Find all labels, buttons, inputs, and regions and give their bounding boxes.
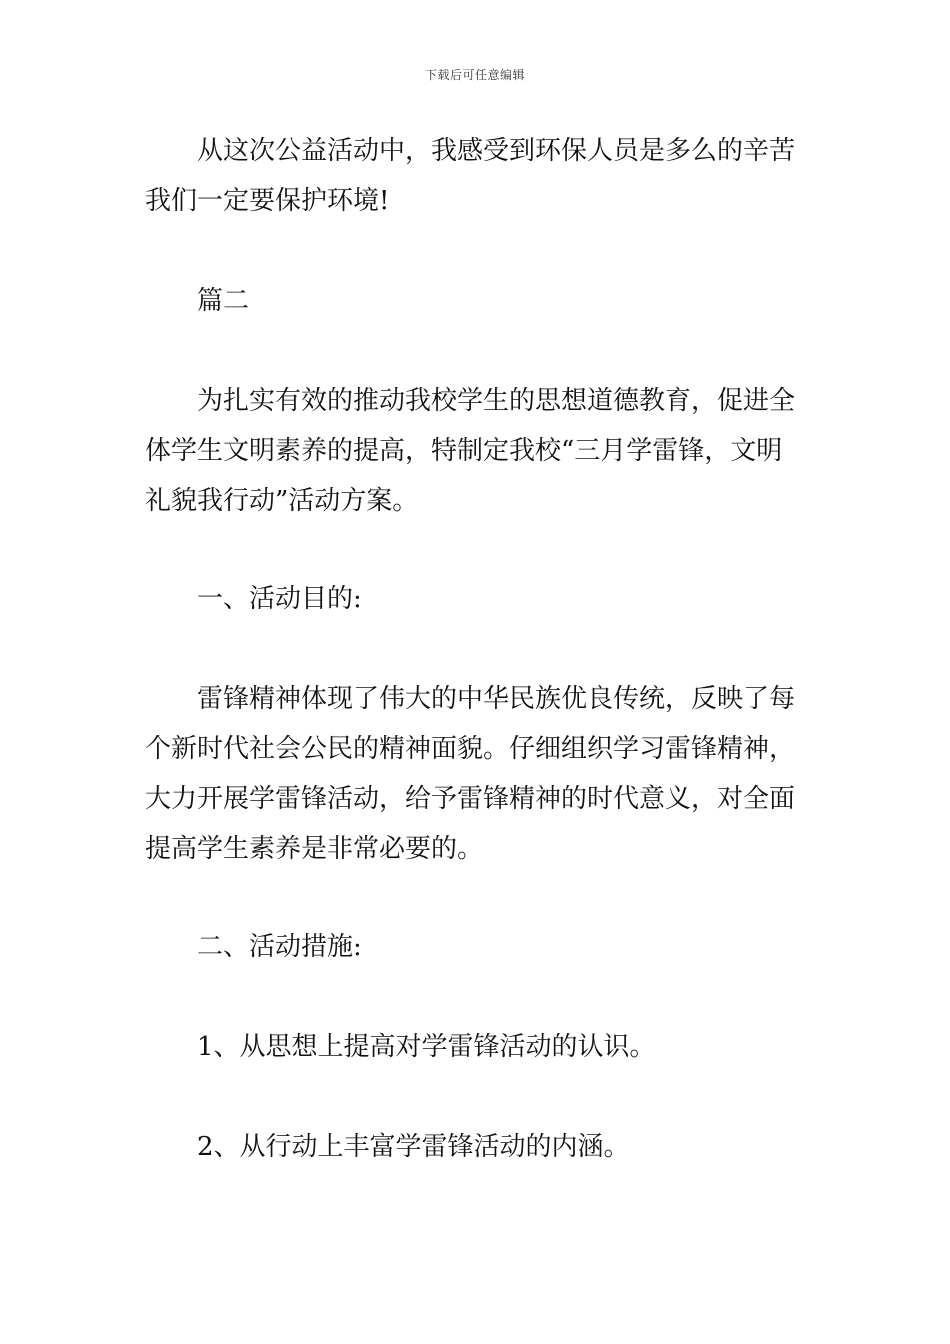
paragraph-line: 雷锋精神体现了伟大的中华民族优良传统，反映了每 xyxy=(197,684,796,714)
paragraph-line: 二、活动措施: xyxy=(197,932,362,962)
paragraph-closing xyxy=(145,126,810,226)
paragraph-line: 大力开展学雷锋活动，给予雷锋精神的时代意义，对全面 xyxy=(145,784,796,814)
list-item-measure-2 xyxy=(145,1122,810,1172)
paragraph-line: 一、活动目的: xyxy=(197,584,362,614)
paragraph-line: 1、从思想上提高对学雷锋活动的认识。 xyxy=(197,1032,656,1062)
paragraph-purpose xyxy=(145,674,810,874)
paragraph-line: 从这次公益活动中，我感受到环保人员是多么的辛苦 xyxy=(197,136,796,166)
list-item-measure-1 xyxy=(145,1022,810,1072)
paragraph-line: 篇二 xyxy=(197,286,250,316)
paragraph-line: 我们一定要保护环境! xyxy=(145,186,390,216)
paragraph-line: 体学生文明素养的提高，特制定我校“三月学雷锋，文明 xyxy=(145,436,783,466)
paragraph-intro xyxy=(145,376,810,526)
heading-activity-measures xyxy=(145,922,810,972)
paragraph-line: 2、从行动上丰富学雷锋活动的内涵。 xyxy=(197,1132,630,1162)
heading-activity-purpose xyxy=(145,574,810,624)
page-header-note: 下载后可任意编辑 xyxy=(424,68,525,82)
section-title-part-two xyxy=(145,276,810,326)
paragraph-line: 礼貌我行动”活动方案。 xyxy=(145,486,419,516)
paragraph-line: 为扎实有效的推动我校学生的思想道德教育，促进全 xyxy=(197,386,796,416)
paragraph-line: 提高学生素养是非常必要的。 xyxy=(145,834,484,864)
paragraph-line: 个新时代社会公民的精神面貌。仔细组织学习雷锋精神， xyxy=(145,734,796,764)
